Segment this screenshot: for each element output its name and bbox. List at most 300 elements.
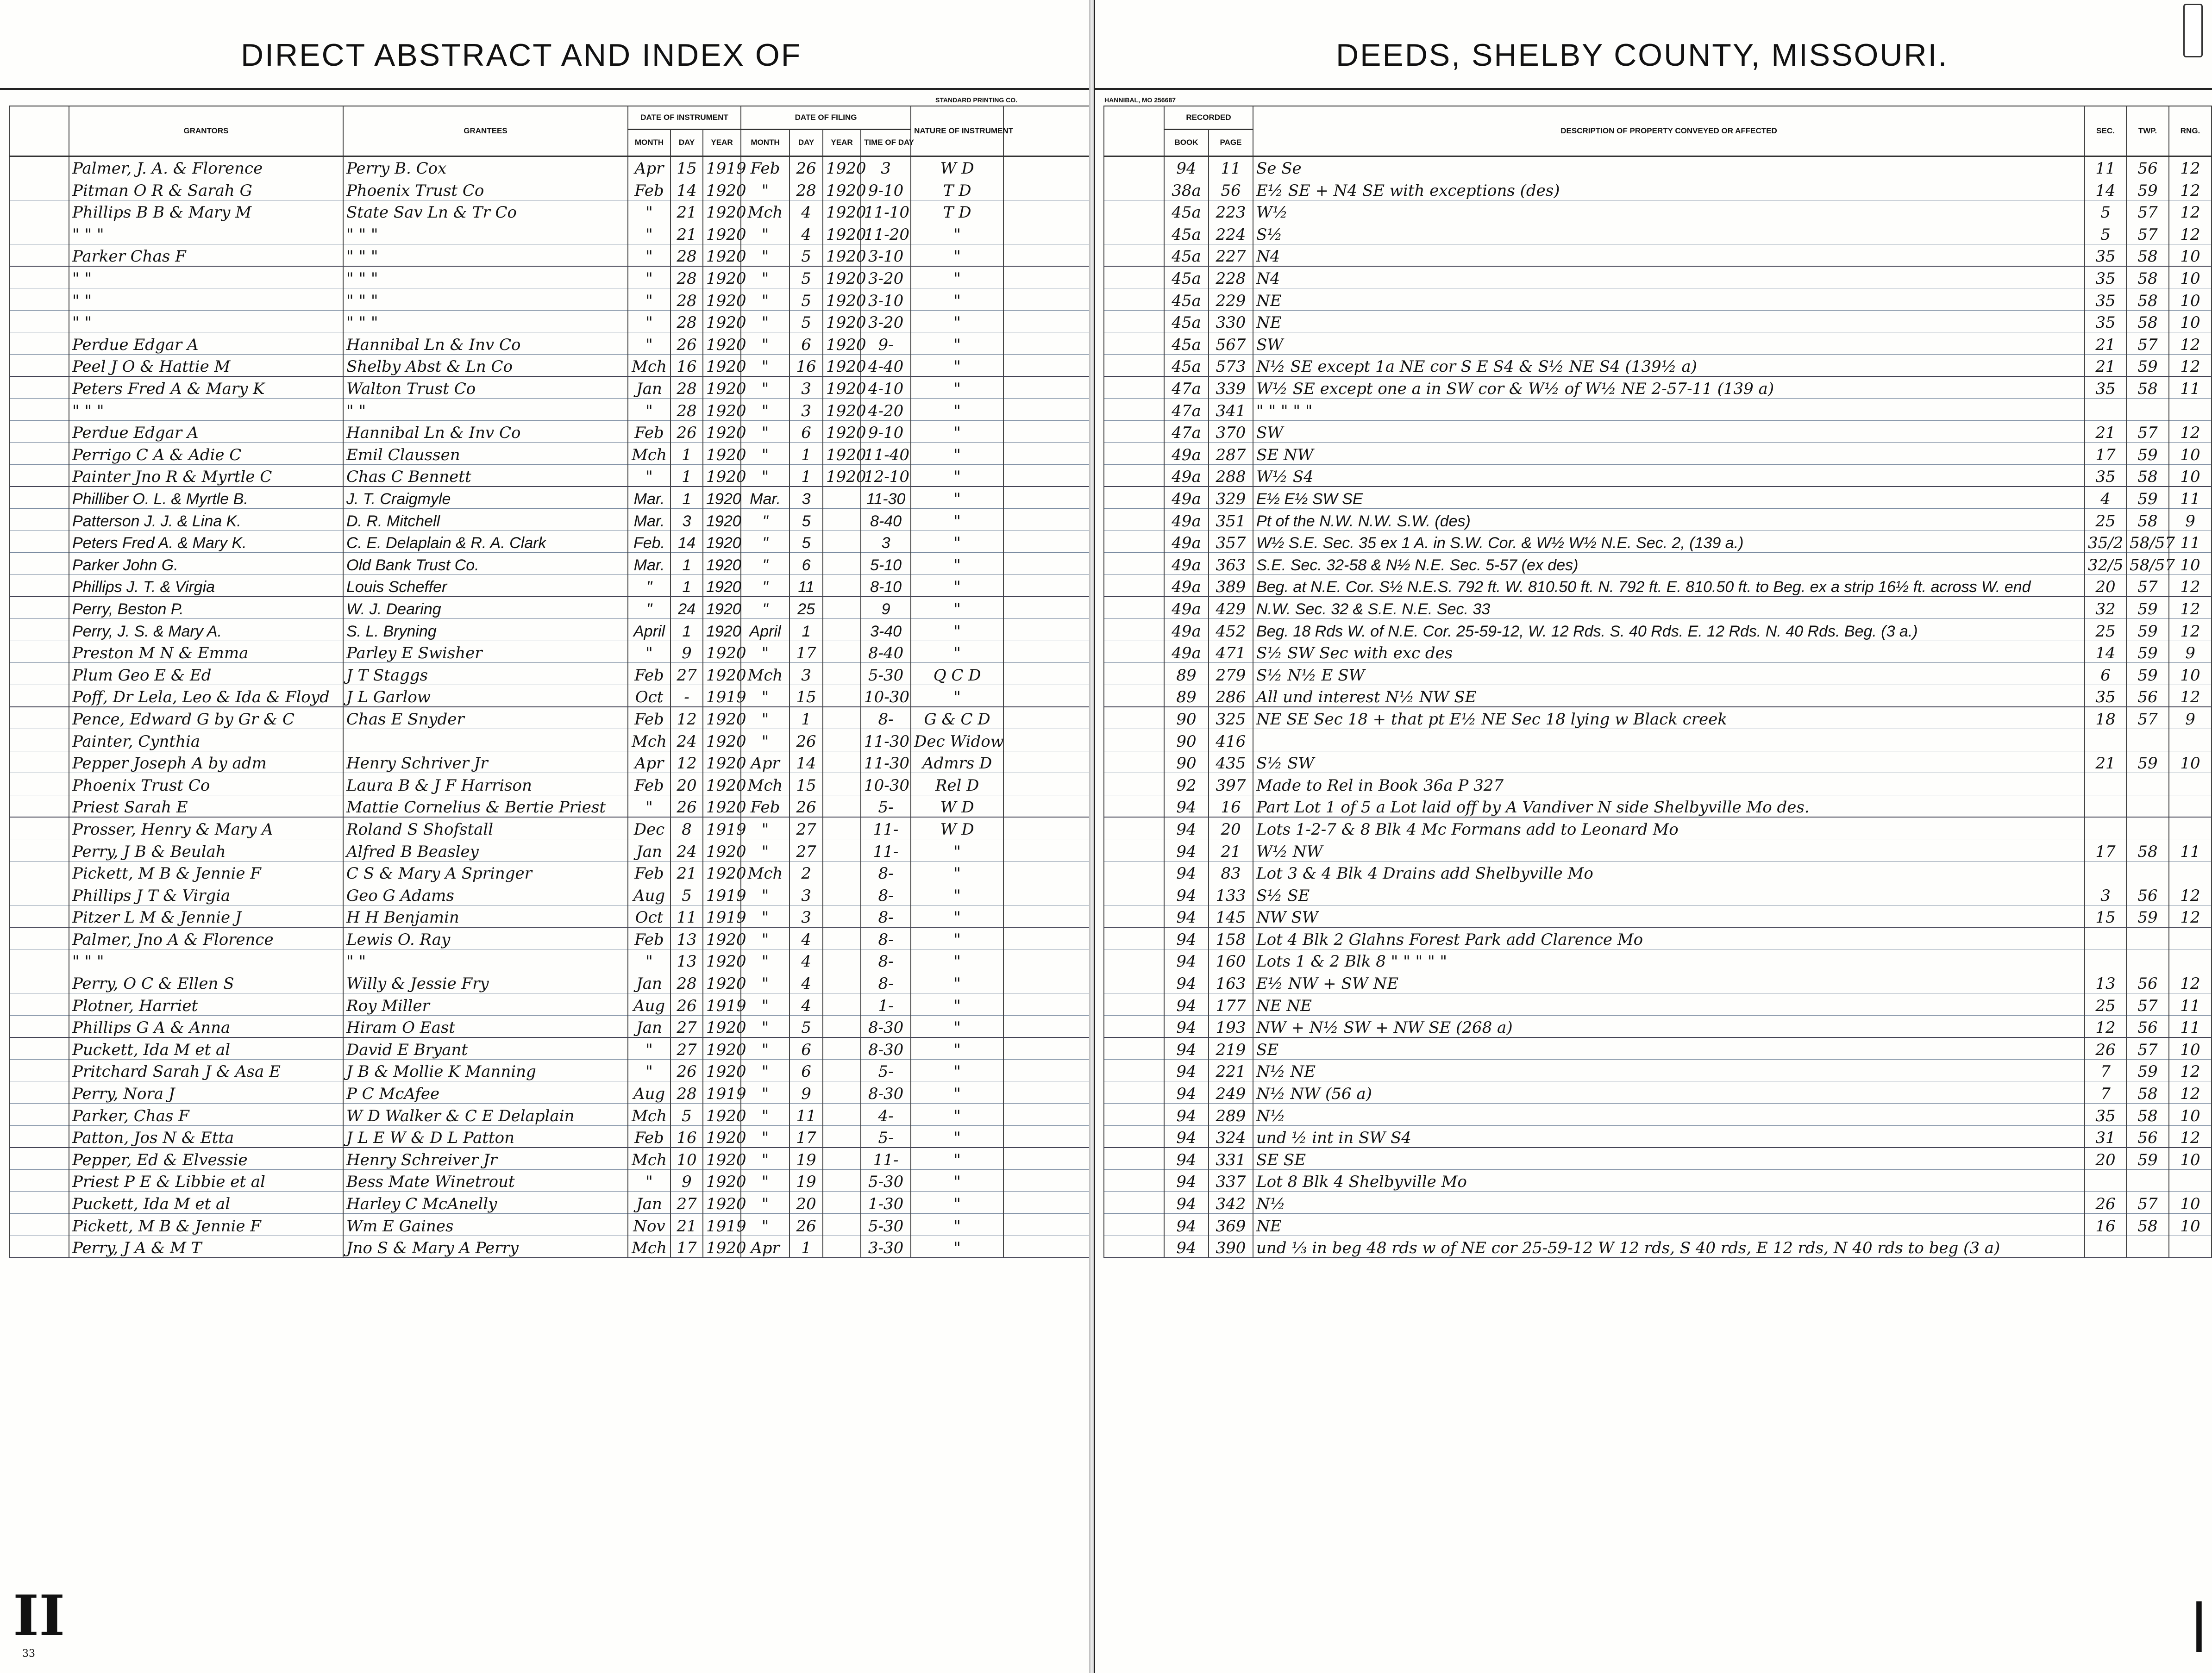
time-of-day-cell: 8- [861,971,911,993]
twp-cell: 59 [2126,1059,2169,1081]
filing-year-cell: 1920 [823,310,861,332]
nature-cell: " [911,1104,1003,1126]
filing-year-cell: 1920 [823,266,861,288]
filing-year-cell [823,795,861,817]
table-row [10,1214,1090,1236]
description-cell: E½ SE + N4 SE with exceptions (des) [1253,178,2085,200]
filing-year-cell: 1920 [823,156,861,178]
description-cell: N½ [1253,1104,2085,1126]
nature-cell: " [911,861,1003,883]
grantor-cell: Pepper, Ed & Elvessie [69,1148,343,1170]
rng-cell [2169,927,2212,949]
instrument-month-cell: Dec [628,817,670,839]
instrument-month-cell: Jan [628,376,670,399]
grantor-cell: Pitzer L M & Jennie J [69,905,343,927]
sec-cell: 3 [2085,883,2126,905]
printer-imprint: STANDARD PRINTING CO. [935,96,1018,104]
page-cell: 221 [1209,1059,1253,1081]
instrument-year-cell: 1919 [703,1081,741,1104]
sec-cell: 13 [2085,971,2126,993]
time-of-day-cell: 10-30 [861,773,911,795]
grantor-cell: Priest P E & Libbie et al [69,1169,343,1192]
sec-header: SEC. [2085,106,2126,156]
description-cell: SW [1253,420,2085,443]
row-margin [1104,399,1164,421]
instrument-day-cell: 16 [670,354,703,376]
instrument-year-cell: 1919 [703,156,741,178]
description-cell: Lot 4 Blk 2 Glahns Forest Park add Clarence Mo [1253,927,2085,949]
row-margin [10,354,69,376]
instrument-day-cell: 1 [670,443,703,465]
table-row [1104,1236,2212,1258]
table-row [1104,399,2212,421]
twp-cell: 58 [2126,509,2169,531]
nature-cell: T D [911,200,1003,222]
table-row [1104,685,2212,707]
page-cell: 224 [1209,222,1253,244]
table-row [1104,729,2212,751]
filing-day-cell: 2 [790,861,823,883]
instrument-month-cell: " [628,641,670,663]
row-margin [1104,574,1164,597]
filing-year-cell: 1920 [823,376,861,399]
grantee-cell: J B & Mollie K Manning [343,1059,628,1081]
time-of-day-cell: 5- [861,1059,911,1081]
table-row [1104,861,2212,883]
filing-year-cell: 1920 [823,244,861,266]
row-margin [1104,332,1164,355]
time-of-day-cell: 5- [861,1125,911,1148]
filing-year-cell [823,1192,861,1214]
row-margin [1104,993,1164,1016]
table-row [10,927,1090,949]
page-cell: 357 [1209,531,1253,553]
instrument-day-cell: 27 [670,1015,703,1037]
table-row [1104,641,2212,663]
row-gutter [1003,993,1090,1016]
row-margin [10,905,69,927]
nature-cell: G & C D [911,707,1003,729]
nature-header: NATURE OF INSTRUMENT [911,106,1003,156]
description-cell: Beg. at N.E. Cor. S½ N.E.S. 792 ft. W. 810.50 ft. N. 792 ft. E. 810.50 ft. to Beg. ex a strip 16½ ft. across W. end [1253,574,2085,597]
filing-month-cell: Mch [741,663,790,685]
filing-day-cell: 9 [790,1081,823,1104]
table-row [1104,663,2212,685]
twp-cell: 57 [2126,1192,2169,1214]
book-cell: 94 [1164,949,1209,971]
grantee-cell: J L E W & D L Patton [343,1125,628,1148]
row-gutter [1003,487,1090,509]
filing-year-cell: 1920 [823,443,861,465]
row-gutter [1003,288,1090,311]
filing-year-cell [823,487,861,509]
row-gutter [1003,1081,1090,1104]
twp-cell: 59 [2126,1148,2169,1170]
instrument-year-cell: 1920 [703,1104,741,1126]
filing-month-cell: " [741,883,790,905]
rng-cell [2169,399,2212,421]
filing-month-cell: " [741,399,790,421]
row-gutter [1003,1192,1090,1214]
row-margin [10,839,69,861]
table-row [1104,1059,2212,1081]
row-gutter [1003,949,1090,971]
nature-cell: " [911,949,1003,971]
table-row [1104,464,2212,487]
sec-cell: 5 [2085,222,2126,244]
instrument-month-cell: Mar. [628,553,670,575]
instrument-day-cell: 9 [670,1169,703,1192]
book-cell: 49a [1164,464,1209,487]
rng-cell: 12 [2169,597,2212,619]
description-cell: SE SE [1253,1148,2085,1170]
sec-cell: 35 [2085,685,2126,707]
instrument-day-cell: 21 [670,861,703,883]
time-of-day-cell: 8-10 [861,574,911,597]
description-cell [1253,729,2085,751]
nature-cell: " [911,1037,1003,1060]
filing-month-cell: " [741,288,790,311]
row-gutter [1003,729,1090,751]
twp-cell: 57 [2126,420,2169,443]
row-gutter [1003,443,1090,465]
filing-day-cell: 19 [790,1169,823,1192]
instrument-month-cell: Mch [628,1236,670,1258]
filing-day-cell: 3 [790,905,823,927]
grantor-cell: Perry, J B & Beulah [69,839,343,861]
time-of-day-cell: 3-20 [861,266,911,288]
table-row [1104,288,2212,311]
sec-cell: 16 [2085,1214,2126,1236]
filing-day-cell: 5 [790,531,823,553]
book-cell: 45a [1164,244,1209,266]
table-row [1104,618,2212,641]
description-cell: S½ SW [1253,751,2085,773]
sec-cell: 25 [2085,618,2126,641]
instrument-year-cell: 1919 [703,685,741,707]
grantor-cell: Parker, Chas F [69,1104,343,1126]
row-margin [10,1081,69,1104]
page-cell: 249 [1209,1081,1253,1104]
time-of-day-cell: 1- [861,993,911,1016]
grantor-cell: " " [69,266,343,288]
nature-cell: " [911,993,1003,1016]
grantee-cell: Chas E Snyder [343,707,628,729]
filing-day-cell: 17 [790,1125,823,1148]
table-row [10,883,1090,905]
table-row [1104,310,2212,332]
sec-cell: 35 [2085,464,2126,487]
table-row [1104,487,2212,509]
filing-year-cell [823,618,861,641]
instrument-year-cell: 1920 [703,641,741,663]
instrument-year-cell: 1919 [703,905,741,927]
filing-year-cell [823,1059,861,1081]
book-cell: 94 [1164,905,1209,927]
row-gutter [1003,1125,1090,1148]
rng-cell: 12 [2169,574,2212,597]
page-cell: 133 [1209,883,1253,905]
instrument-day-cell: 21 [670,222,703,244]
instrument-year-cell: 1920 [703,399,741,421]
book-cell: 49a [1164,509,1209,531]
instrument-month-cell: " [628,310,670,332]
grantor-cell: Palmer, Jno A & Florence [69,927,343,949]
time-of-day-cell: 5-30 [861,1214,911,1236]
rng-cell: 10 [2169,663,2212,685]
row-gutter [1003,663,1090,685]
book-cell: 38a [1164,178,1209,200]
row-gutter [1003,178,1090,200]
instrument-year-cell: 1920 [703,443,741,465]
nature-cell: " [911,839,1003,861]
row-gutter [1003,574,1090,597]
row-gutter [1003,839,1090,861]
table-row [10,773,1090,795]
description-header: DESCRIPTION OF PROPERTY CONVEYED OR AFFECTED [1253,106,2085,156]
filing-day-cell: 4 [790,971,823,993]
time-of-day-cell: 8-40 [861,641,911,663]
row-margin [1104,1059,1164,1081]
rng-cell: 12 [2169,1081,2212,1104]
row-gutter [1003,1059,1090,1081]
page-cell: 279 [1209,663,1253,685]
time-of-day-cell: 8-30 [861,1037,911,1060]
instrument-year-cell: 1920 [703,200,741,222]
nature-cell: " [911,354,1003,376]
table-row [10,597,1090,619]
description-cell: NW SW [1253,905,2085,927]
nature-cell: " [911,222,1003,244]
instrument-day-cell: 12 [670,751,703,773]
row-gutter [1003,376,1090,399]
time-of-day-cell: 8- [861,949,911,971]
grantor-cell: Puckett, Ida M et al [69,1192,343,1214]
row-gutter [1003,1214,1090,1236]
nature-cell: " [911,244,1003,266]
book-cell: 45a [1164,354,1209,376]
row-gutter [1003,464,1090,487]
filing-year-cell [823,839,861,861]
book-cell: 89 [1164,663,1209,685]
twp-cell: 59 [2126,178,2169,200]
table-row [10,332,1090,355]
nature-cell: " [911,420,1003,443]
description-cell: NW + N½ SW + NW SE (268 a) [1253,1015,2085,1037]
instrument-day-cell: 28 [670,971,703,993]
rng-cell: 10 [2169,443,2212,465]
grantees-header: GRANTEES [343,106,628,156]
grantor-cell: Phillips J T & Virgia [69,883,343,905]
page-cell: 370 [1209,420,1253,443]
grantor-cell: Phillips B B & Mary M [69,200,343,222]
rng-cell: 10 [2169,1037,2212,1060]
rng-cell: 10 [2169,310,2212,332]
book-cell: 49a [1164,443,1209,465]
instrument-day-cell: 28 [670,399,703,421]
description-cell: NE [1253,310,2085,332]
row-gutter [1003,1236,1090,1258]
time-of-day-cell: 8-30 [861,1015,911,1037]
twp-cell: 59 [2126,443,2169,465]
instrument-month-cell: Feb [628,1125,670,1148]
table-row [10,509,1090,531]
grantor-cell: Puckett, Ida M et al [69,1037,343,1060]
instrument-day-cell: 20 [670,773,703,795]
instrument-day-cell: 12 [670,707,703,729]
title-rule-right [1095,88,2212,90]
twp-cell: 58 [2126,266,2169,288]
filing-day-cell: 17 [790,641,823,663]
sec-cell: 32 [2085,597,2126,619]
row-margin [1104,1169,1164,1192]
twp-cell: 57 [2126,707,2169,729]
instrument-year-cell: 1920 [703,861,741,883]
row-margin [10,1125,69,1148]
grantor-cell: " " " [69,399,343,421]
filing-month-cell: " [741,574,790,597]
rng-cell [2169,1236,2212,1258]
grantee-cell: Parley E Swisher [343,641,628,663]
rng-cell: 12 [2169,420,2212,443]
time-of-day-cell: 11- [861,817,911,839]
sec-cell: 21 [2085,751,2126,773]
filing-month-cell: " [741,178,790,200]
row-margin [10,861,69,883]
instrument-month-cell: Jan [628,971,670,993]
grantor-cell: " " [69,288,343,311]
grantee-cell: " " [343,949,628,971]
row-margin [10,1059,69,1081]
filing-day-cell: 3 [790,376,823,399]
row-margin [10,574,69,597]
table-row [10,949,1090,971]
sec-cell: 20 [2085,1148,2126,1170]
grantor-cell: Philliber O. L. & Myrtle B. [69,487,343,509]
rng-cell: 11 [2169,487,2212,509]
table-row [10,244,1090,266]
row-gutter [1003,354,1090,376]
row-margin [1104,597,1164,619]
sec-cell: 18 [2085,707,2126,729]
filing-day-cell: 4 [790,993,823,1016]
page-cell: 452 [1209,618,1253,641]
filing-day-cell: 11 [790,574,823,597]
row-margin [1104,1125,1164,1148]
sec-cell: 35 [2085,244,2126,266]
row-margin [1104,509,1164,531]
page-cell: 331 [1209,1148,1253,1170]
row-margin [10,597,69,619]
description-cell: und ½ int in SW S4 [1253,1125,2085,1148]
grantee-cell: " " " [343,288,628,311]
book-cell: 94 [1164,1125,1209,1148]
page-cell: 56 [1209,178,1253,200]
rng-header: RNG. [2169,106,2212,156]
sec-cell: 14 [2085,641,2126,663]
nature-cell: " [911,1236,1003,1258]
row-margin [1104,354,1164,376]
grantor-cell: Painter, Cynthia [69,729,343,751]
instrument-day-cell: 1 [670,487,703,509]
book-cell: 94 [1164,993,1209,1016]
table-row [1104,1037,2212,1060]
instrument-month-cell: " [628,949,670,971]
row-gutter [1003,222,1090,244]
instrument-day-cell: 1 [670,464,703,487]
description-cell: N½ [1253,1192,2085,1214]
nature-cell: Rel D [911,773,1003,795]
book-cell: 94 [1164,1015,1209,1037]
grantor-cell: Prosser, Henry & Mary A [69,817,343,839]
row-margin [1104,443,1164,465]
instrument-month-cell: " [628,332,670,355]
filing-month-cell: " [741,729,790,751]
instrument-year-cell: 1920 [703,1015,741,1037]
filing-month-cell: " [741,1037,790,1060]
filing-year-cell [823,1169,861,1192]
left-page [0,0,1090,1673]
instrument-month-cell: Mch [628,354,670,376]
grantee-cell: Willy & Jessie Fry [343,971,628,993]
table-row [1104,222,2212,244]
time-of-day-cell: 4-20 [861,399,911,421]
nature-cell: T D [911,178,1003,200]
book-cell: 94 [1164,1148,1209,1170]
nature-cell: " [911,553,1003,575]
instrument-day-cell: 24 [670,839,703,861]
grantor-cell: " " " [69,949,343,971]
rng-cell: 12 [2169,178,2212,200]
row-margin [1104,1037,1164,1060]
grantee-cell: Wm E Gaines [343,1214,628,1236]
grantee-cell: Phoenix Trust Co [343,178,628,200]
book-cell: 49a [1164,553,1209,575]
filing-month-cell: " [741,949,790,971]
twp-cell [2126,1169,2169,1192]
grantee-cell: Henry Schriver Jr [343,751,628,773]
row-margin [1104,266,1164,288]
time-of-day-cell: 1-30 [861,1192,911,1214]
row-margin [1104,156,1164,178]
table-row [10,531,1090,553]
filing-month-cell: " [741,641,790,663]
instrument-day-cell: 27 [670,1037,703,1060]
instrument-day-cell: 1 [670,574,703,597]
grantee-cell: " " " [343,310,628,332]
page-cell: 389 [1209,574,1253,597]
instrument-month-cell: Feb. [628,531,670,553]
instrument-day-cell: 17 [670,1236,703,1258]
rng-cell: 10 [2169,1214,2212,1236]
row-margin [1104,641,1164,663]
description-cell: N4 [1253,266,2085,288]
rng-cell: 11 [2169,839,2212,861]
grantee-cell: H H Benjamin [343,905,628,927]
instrument-year-cell: 1920 [703,354,741,376]
grantee-cell: Chas C Bennett [343,464,628,487]
instrument-month-cell: Mch [628,729,670,751]
book-cell: 94 [1164,861,1209,883]
row-margin [10,883,69,905]
row-margin [10,178,69,200]
row-margin [1104,244,1164,266]
rng-cell: 9 [2169,509,2212,531]
row-margin [10,971,69,993]
instrument-day-cell: 24 [670,729,703,751]
instrument-month-cell: " [628,597,670,619]
grantor-cell: Peters Fred A & Mary K [69,376,343,399]
